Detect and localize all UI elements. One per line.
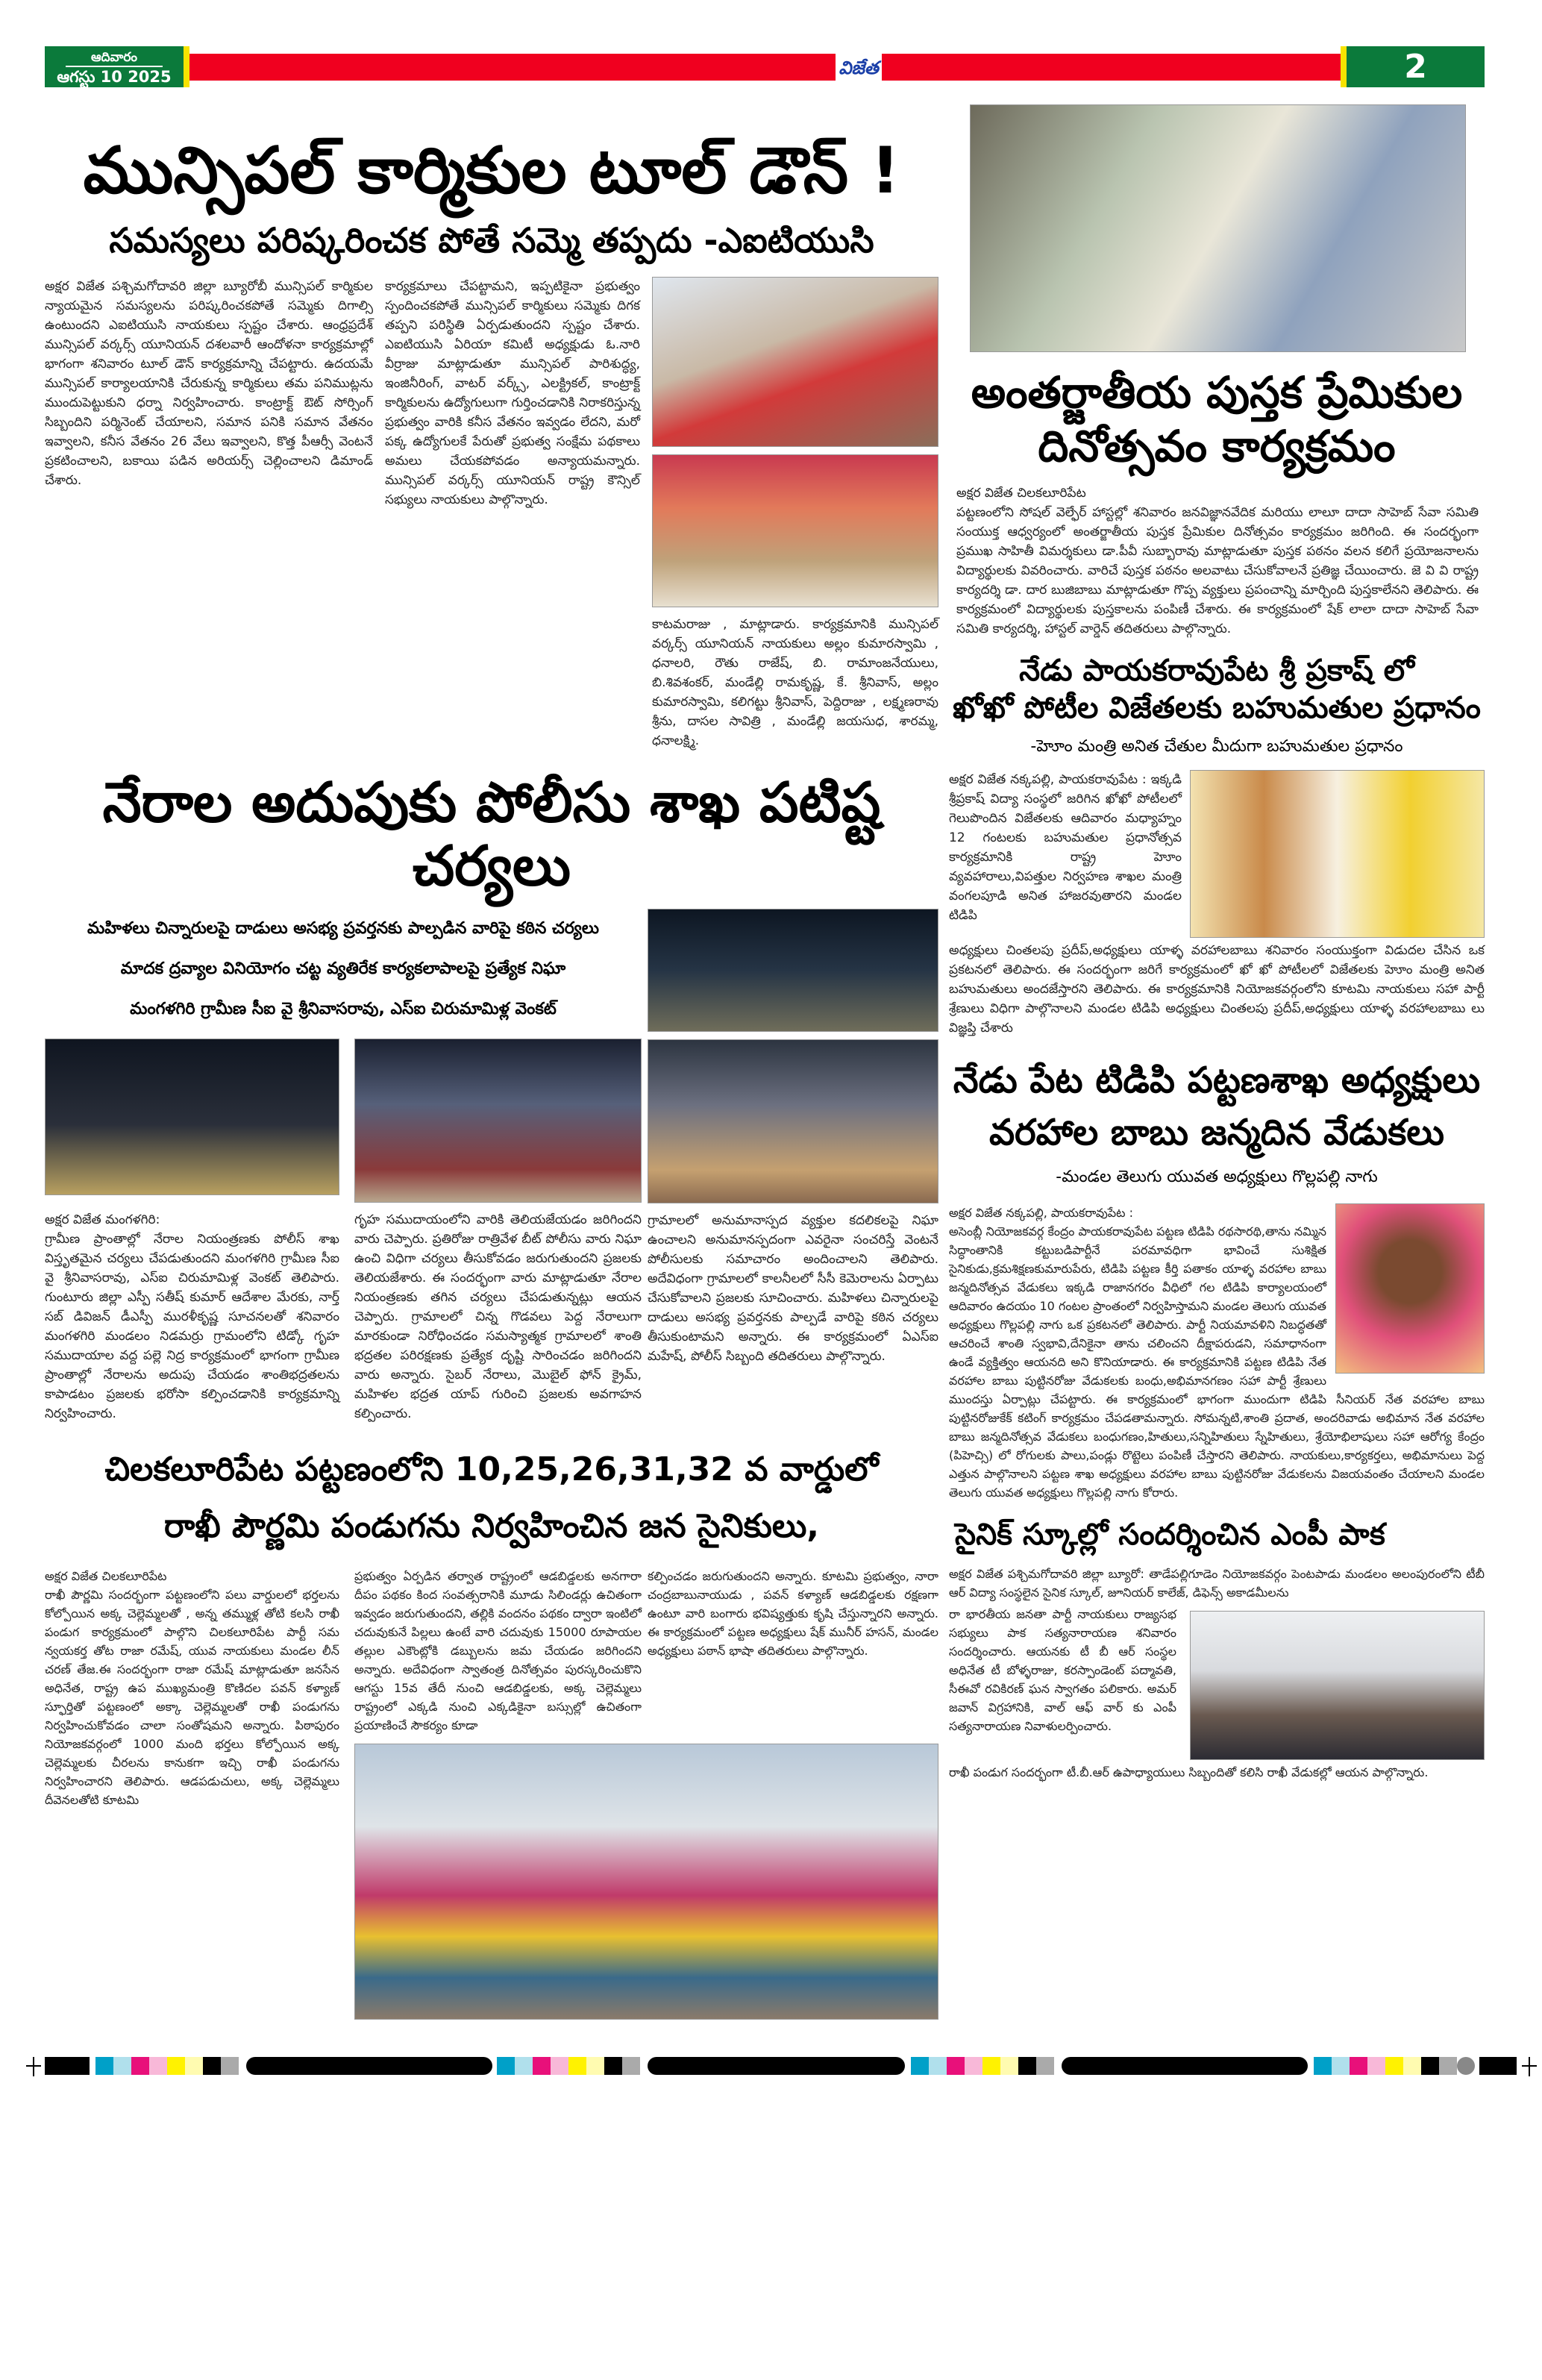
- article-column: అక్షర విజేత పశ్చిమగోదావరి జిల్లా బ్యూరోబీ మున్సిపల్ కార్మికుల న్యాయమైన సమస్యలను పరిష్కరించకపోతే సమ్మెకు దిగాల్సి ఉంటుందని ఎఐటియుసి నాయకులు స్పష్టం చేశారు. ఆంధ్రప్రదేశ్ మున్సిపల్ వర్కర్స్ యూనియన్ దశలవారీ ఆందోళనా కార్యక్రమాల్లో భాగంగా శనివారం టూల్ డౌన్ కార్యక్రమాన్ని చేపట్టారు. ఉదయమే మున్సిపల్ కార్యాలయానికి చేరుకున్న కార్మికులు తమ పనిముట్లను ముందుపెట్టుకుని ధర్నా నిర్వహించారు. కాంట్రాక్ట్ ఔట్ సోర్సింగ్ సిబ్బందిని పర్మినెంట్ చేయాలని, సమాన పనికి సమాన వేతనం ఇవ్వాలని, కనీస వేతనం 26 వేలు ఇవ్వాలని, కొత్త పీఆర్సీ వెంటనే ప్రకటించాలని, బకాయి పడిన అరియర్స్ చెల్లించాలని డిమాండ్ చేశారు.: [45, 278, 373, 488]
- registration-mark: [1529, 2057, 1530, 2076]
- police-column: [45, 1210, 339, 1424]
- police-section: [45, 909, 938, 1424]
- article-text: పట్టణంలోని సోషల్ వెల్ఫేర్ హాస్టల్లో శనివారం జనవిజ్ఞానవేదిక మరియు లాలూ దాదా సాహెబ్ సేవా సమితి సంయుక్త ఆధ్వర్యంలో అంతర్జాతీయ పుస్తక ప్రేమికుల దినోత్సవం కార్యక్రమం జరిగింది. ఈ సందర్భంగా ప్రముఖ సాహితీ విమర్శకులు డా.పీవీ సుబ్బారావు మాట్లాడుతూ పుస్తక పఠనం వలన కలిగే ప్రయోజనాలను విద్యార్థులకు వివరించారు. వారిచే పుస్తక పఠనం అలవాటు చేసుకోవాలనే ప్రతిజ్ఞ చేయించారు. జె వి వి రాష్ట్ర కార్యదర్శి డా. దార బుజిబాబు మాట్లాడుతూ గొప్ప వ్యక్తులు ప్రపంచాన్ని మార్చింది పుస్తకాలేనని తెలిపారు. ఈ కార్యక్రమంలో విద్యార్థులకు పుస్తకాలను పంపిణీ చేశారు. ఈ కార్యక్రమంలో షేక్ లాలా దాదా సాహెబ్ సేవా సమితి కార్యదర్శి, హాస్టల్ వార్డెన్ తదితరులు పాల్గొన్నారు.: [956, 505, 1479, 636]
- khokho-body-continued: అధ్యక్షులు చింతలపు ప్రదీప్,అధ్యక్షులు యాళ్ళ వరహాలబాబు శనివారం సంయుక్తంగా విడుదల చేసిన ఒక ప్రకటనలో తెలిపారు. ఈ సందర్భంగా జరిగే కార్యక్రమంలో ఖో ఖో పోటీలలో విజేతలకు హెూం మంత్రి అనిత బహుమతులు అందజేస్తారని తెలిపారు. ఈ కార్యక్రమానికి నియోజకవర్గంలోని కూటమి నాయకులు సహా పార్టీ శ్రేణులు విధిగా పాల్గొనాలని మండల టిడిపి అధ్యక్షులు చింతలపు ప్రదీప్,అధ్యక్షులు యాళ్ళ వరహాలబాబు లు విజ్ఞప్తి చేశారు: [949, 943, 1485, 1036]
- headline-line: రాఖీ పౌర్ణమి పండుగను నిర్వహించిన జన సైనికులు,: [163, 1506, 820, 1545]
- police-column: గ్రామాలలో అనుమానాస్పద వ్యక్తుల కదలికలపై నిఘా ఉంచాలని అనుమానస్పదంగా ఎవరైనా సంచరిస్తే వెంటనే పోలీసులకు సమాచారం అందించాలని తెలిపారు. అదేవిధంగా గ్రామాలలో కాలనీలలో సీసీ కెమెరాలను ఏర్పాటు చేసుకోవాలని ప్రజలకు సూచించారు. మహిళలు చిన్నారులపై దాడులు అసభ్య ప్రవర్తనకు పాల్పడే వారిపై కఠిన చర్యలు తీసుకుంటామని అన్నారు. ఈ కార్యక్రమంలో ఏఎస్ఐ మహేష్, పోలీస్ సిబ్బంది తదితరులు పాల్గొన్నారు.: [648, 1212, 938, 1364]
- tdp-body: [949, 1203, 1485, 1502]
- police-subheadlines: [45, 909, 642, 1030]
- headline-sainik-school: సైనిక్ స్కూల్లో సందర్శించిన ఎంపీ పాక: [955, 1518, 1385, 1552]
- subheadline: మహిళలు చిన్నారులపై దాడులు అసభ్య ప్రవర్తనకు పాల్పడిన వారిపై కఠిన చర్యలు: [87, 918, 600, 938]
- headline-line: నేడు పాయకరావుపేట శ్రీ ప్రకాష్ లో: [1019, 654, 1414, 688]
- registration-mark: [33, 2057, 34, 2076]
- issue-date: ఆగస్టు 10 2025: [57, 68, 172, 86]
- leaders-portrait-photo: [1190, 770, 1485, 938]
- palle-nidra-photo: [45, 1039, 339, 1195]
- sainik-body: అక్షర విజేత పశ్చిమగోదావరి జిల్లా బ్యూరో: తాడేపల్లిగూడెం నియోజకవర్గం పెంటపాడు మండలం అలంపురంలోని టీబీ ఆర్ విద్యా సంస్థలైన సైనిక స్కూల్, జూనియర్ కాలేజ్, డిఫెన్స్ అకాడమీలను: [949, 1567, 1485, 1600]
- dateline: అక్షర విజేత మంగళగిరి:: [45, 1212, 160, 1227]
- sainik-school-visit-photo: [1190, 1611, 1485, 1760]
- rakhi-section: [45, 1567, 938, 2020]
- police-left-area: [45, 909, 642, 1424]
- article-text: గ్రామీణ ప్రాంతాల్లో నేరాల నియంత్రణకు పోలీస్ శాఖ విస్తృతమైన చర్యలు చేపడుతుందని మంగళగిరి గ్రామీణ సీఐ వై శ్రీనివాసరావు, ఎస్ఐ చిరుమామిళ్ల వెంకట్ తెలిపారు. గుంటూరు జిల్లా ఎస్పీ సతీష్ కుమార్ ఆదేశాల మేరకు, నార్త్ సబ్ డివిజన్ డీఎస్పీ మురళీకృష్ణ సూచనలతో శనివారం మంగళగిరి మండలం నిడమర్రు గ్రామంలోని టిడ్కో గృహ సముదాయాల వద్ద పల్లె నిద్ర కార్యక్రమంలో భాగంగా గ్రామీణ ప్రాంతాల్లో నేరాలను అదుపు చేయడం శాంతిభద్రతలను కాపాడటం ప్రజలకు భరోసా కల్పించడానికి కార్యక్రమాన్ని నిర్వహించారు.: [45, 1231, 339, 1421]
- headline-line: దినోత్సవం కార్యక్రమం: [1038, 421, 1396, 472]
- subheadline: మాదక ద్రవ్యాల వినియోగం చట్ట వ్యతిరేక కార్యకలాపాలపై ప్రత్యేక నిఘా: [120, 959, 566, 978]
- sainik-row: [949, 1605, 1485, 1760]
- tdp-tagline: -మండల తెలుగు యువత అధ్యక్షులు గొల్లపల్లి నాగు: [1056, 1168, 1378, 1186]
- article-column: కార్యక్రమాలు చేపట్టామని, ఇప్పటికైనా ప్రభుత్వం స్పందించకపోతే మున్సిపల్ కార్మికులు సమ్మెకు దిగక తప్పని పరిస్థితి ఏర్పడుతుందని స్పష్టం చేశారు. ఎఐటియుసి ఏరియా కమిటీ అధ్యక్షుడు ఓ.నారి వీర్రాజు మాట్లాడుతూ మున్సిపల్ పారిశుద్ధ్య, ఇంజినీరింగ్, వాటర్ వర్క్స్, ఎలక్ట్రికల్, కాంట్రాక్ట్ కార్మికులను ఉద్యోగులుగా గుర్తించడానికి నిరాకరిస్తున్న ప్రభుత్వం వారికి కనీస వేతనం ఇవ్వడం లేదని, మరో పక్క ఉద్యోగులకే పేరుతో ప్రభుత్వ సంక్షేమ పథకాలు అమలు చేయకపోవడం అన్యాయమన్నారు. మున్సిపల్ వర్కర్స్ యూనియన్ రాష్ట్ర కౌన్సిల్ సభ్యులు నాయకులు పాల్గొన్నారు.: [385, 278, 640, 507]
- article-text: అసెంబ్లీ నియోజకవర్గ కేంద్రం పాయకరావుపేట పట్టణ టిడిపి రథసారథి,తాను నమ్మిన సిద్ధాంతానికి కట్టుబడిపార్టీనే పరమావధిగా భావించే సుశిక్షిత సైనికుడు,క్రమశిక్షణకుమారుపేరు, టిడిపి పట్టణ కీర్తి పతాకం యాళ్ళ వరహాల బాబు జన్మదినోత్సవ వేడుకలు ఇక్కడి రాజానగరం వీధిలో గల టిడిపి కార్యాలయంలో ఆదివారం ఉదయం 10 గంటల ప్రాంతంలో నిర్వహిస్తామని మండల తెలుగు యువత అధ్యక్షులు గొల్లపల్లి నాగు ఒక ప్రకటనలో తెలిపారు. పార్టీ నియమావళిని నిబద్ధతతో ఆచరించే శాంతి స్వభావి,దేనికైనా తాను చలించని దీక్షాపరుడని, సమాధానంగా ఉండే వ్యక్తిత్వం ఆయనది అని కొనియాడారు. ఈ కార్యక్రమానికి పట్టణ టిడిపి నేత వరహాల బాబు పుట్టినరోజు వేడుకలకు బంధు,అభిమానగణం సహా పార్టీ శ్రేణులు ముందస్తు ఏర్పాట్లు చేపట్టారు. ఈ కార్యక్రమంలో భాగంగా ముందుగా టిడిపి సీనియర్ నేత వరహాల బాబు పుట్టినరోజుకేక్ కటింగ్ కార్యక్రమం చేపడతామన్నారు. సోమన్నటి,శాంతి ప్రదాత, అందరివాడు అభిమాన నేత వరహాల బాబు జన్మదినోత్సవ వేడుకలు బంధుగణం,హితులు,సన్నిహితులు స్నేహితులు, శ్రేయోభిలాషులు సహా ఆరోగ్య కేంద్రం (పిహెచ్సి) లో రోగులకు పాలు,పండ్లు రొట్టెలు పంపిణీ చేస్తారని తెలిపారు. నాయకులు,కార్యకర్తలు, అభిమానులు పెద్ద ఎత్తున పాల్గొనాలని పట్టణ శాఖ అధ్యక్షులు వరహాల బాబు పుట్టినరోజు వేడుకలను విజయవంతం చేయాలని మండల తెలుగు యువత అధ్యక్షులు గొల్లపల్లి నాగు కోరారు.: [949, 1224, 1485, 1500]
- article-text: రాఖీ పౌర్ణమి సందర్భంగా పట్టణంలోని పలు వార్డులలో భర్తలను కోల్పోయిన అక్క చెల్లెమ్మలతో , అన్న తమ్ముళ్ల తోటి కలసి రాఖీ పండుగ కార్యక్రమంలో పాల్గొని చిలకలూరిపేట పార్టీ సమ న్వయకర్త తోట రాజా రమేష్, యువ నాయకులు మండల లీన్ చరణ్ తేజ.ఈ సందర్భంగా రాజా రమేష్ మాట్లాడుతూ జనసేన అధినేత, రాష్ట్ర ఉప ముఖ్యమంత్రి కొణిదల పవన్ కళ్యాణ్ స్ఫూర్తితో పట్టణంలో అక్కా చెల్లెమ్మలతో రాఖీ పండుగను నిర్వహించుకోవడం చాలా సంతోషమని అన్నారు. పిఠాపురం నియోజకవర్గంలో 1000 మంది భర్తలు కోల్పోయిన అక్క చెల్లెమ్మలకు చీరలను కానుకగా ఇచ్చి రాఖీ పండుగను నిర్వహించారని తెలిపారు. ఆడపడుచులు, అక్క చెల్లెమ్మలు దీవెనలతోటి కూటమి: [45, 1587, 339, 1807]
- police-text-row: [45, 1210, 642, 1424]
- rakhi-column: కల్పించడం జరుగుతుందని అన్నారు. కూటమి ప్రభుత్వం, నారా చంద్రబాబునాయుడు , పవన్ కళ్యాణ్ ఆడబిడ్డలకు రక్షణగా ఉంటూ వారి బంగారు భవిష్యత్తుకు కృషి చేస్తున్నారని అన్నారు. ఈ కార్యక్రమంలో పట్టణ అధ్యక్షులు షేక్ మునీర్ హసన్, మండల అధ్యక్షులు పఠాన్ భాషా తదితరులు పాల్గొన్నారు.: [648, 1568, 938, 1658]
- varahala-babu-portrait: [1335, 1203, 1485, 1374]
- headline-line: వరహాల బాబు జన్మదిన వేడుకలు: [988, 1112, 1444, 1153]
- khokho-row: [949, 770, 1485, 938]
- protest-photo: [652, 277, 938, 447]
- red-banner-right: [882, 54, 1341, 81]
- police-night-photo: [648, 909, 938, 1032]
- headline-line: ఖోఖో పోటీల విజేతలకు బహుమతుల ప్రధానం: [953, 691, 1481, 725]
- yellow-accent: [184, 46, 189, 87]
- subheadline: మంగళగిరి గ్రామీణ సీఐ వై శ్రీనివాసరావు, ఎస్ఐ చిరుమామిళ్ల వెంకట్: [130, 999, 557, 1018]
- dateline: అక్షర విజేత నక్కపల్లి, పాయకరావుపేట :: [949, 1206, 1134, 1220]
- police-right-area: [648, 909, 938, 1366]
- police-awareness-photo: [648, 1039, 938, 1203]
- date-box: [45, 46, 184, 87]
- red-banner-left: [189, 54, 836, 81]
- headline-khokho: [949, 652, 1485, 727]
- right-column: [949, 104, 1485, 1782]
- weekday: ఆదివారం: [66, 49, 163, 67]
- khokho-body: అక్షర విజేత నక్కపల్లి, పాయకరావుపేట : ఇక్కడి శ్రీప్రకాష్ విద్యా సంస్థలో జరిగిన ఖోఖో పోటీలలో గెలుపొందిన విజేతలకు ఆదివారం మధ్యాహ్నం 12 గంటలకు బహుమతుల ప్రధానోత్సవ కార్యక్రమానికి రాష్ట్ర హెూం వ్యవహారాలు,విపత్తుల నిర్వహణ శాఖల మంత్రి వంగలపూడి అనిత హాజరవుతారని మండల టిడిపి: [949, 772, 1182, 923]
- book-lovers-day-photo: [970, 104, 1466, 352]
- police-column: గృహ సముదాయంలోని వారికి తెలియజేయడం జరిగిందని వారు చెప్పారు. ప్రతిరోజు రాత్రివేళ బీట్ పోలీసు వారు నిఘా ఉంచి విధిగా చర్యలు తీసుకోవడం జరుగుతుందని ప్రజలకు తెలియజేశారు. ఈ సందర్భంగా వారు మాట్లాడుతూ నేరాల నియంత్రణకు తగిన చర్యలు చేపడుతున్నట్లు ఆయన చెప్పారు. గ్రామాలలో చిన్న గొడవలు పెద్ద నేరాలుగా మారకుండా నిరోధించడం సమస్యాత్మక గ్రామాలలో శాంతి భద్రతల పరిరక్షణకు ప్రత్యేక దృష్టి సారించడం జరిగిందని వారు అన్నారు. సైబర్ నేరాలు, మొబైల్ ఫోన్ క్రైమ్, మహిళల భద్రత యాప్ గురించి ప్రజలకు అవగాహన కల్పించారు.: [354, 1212, 642, 1421]
- print-color-bar: [45, 2057, 1499, 2075]
- headline-book-lovers: [949, 366, 1485, 473]
- sainik-body-end: రాఖీ పండుగ సందర్భంగా టీ.బీ.ఆర్ ఉపాధ్యాయులు సిబ్బందితో కలిసి రాఖీ వేడుకల్లో ఆయన పాల్గొన్నారు.: [949, 1765, 1429, 1779]
- headline-tdp-birthday: [949, 1054, 1485, 1159]
- headline-rakhi: [45, 1441, 938, 1555]
- headline-municipal: మున్సిపల్ కార్మికుల టూల్ డౌన్ !: [83, 134, 900, 208]
- headline-line: అంతర్జాతీయ పుస్తక ప్రేమికుల: [971, 367, 1463, 418]
- villagers-meeting-photo: [354, 1039, 642, 1203]
- headline-line: నేడు పేట టిడిపి పట్టణశాఖ అధ్యక్షులు: [953, 1059, 1481, 1101]
- yellow-accent: [1341, 46, 1347, 87]
- newspaper-logo: విజేత: [836, 46, 882, 90]
- rakhi-column: ప్రభుత్వం ఏర్పడిన తర్వాత రాష్ట్రంలో ఆడబిడ్డలకు అనగారా దీపం పథకం కింద సంవత్సరానికి మూడు సిలిండర్లు ఉచితంగా ఇవ్వడం జరుగుతుందని, తల్లికి వందనం పథకం ద్వారా ఇంటిలో చదువుకునే పిల్లలు ఉంటే వారి చదువుకు 15000 రూపాయల తల్లుల ఎకౌంట్లోకి డబ్బులను జమ చేయడం జరిగిందని అన్నారు. అదేవిధంగా స్వాతంత్ర దినోత్సవం పురస్కరించుకొని ఆగస్టు 15వ తేదీ నుంచి ఆడబిడ్డలకు, అక్క చెల్లెమ్మలు రాష్ట్రంలో ఎక్కడి నుంచి ఎక్కడికైనా బస్సుల్లో ఉచితంగా ప్రయాణించే సౌకర్యం కూడా: [354, 1568, 642, 1732]
- police-photos-row: [45, 1039, 642, 1203]
- headline-line: చిలకలూరిపేట పట్టణంలోని 10,25,26,31,32 వ వార్డులో: [104, 1450, 879, 1488]
- left-column: [45, 104, 938, 2020]
- article-column: కాటమరాజు , మాట్లాడారు. కార్యక్రమానికి మున్సిపల్ వర్కర్స్ యూనియన్ నాయకులు అల్లం కుమారస్వామి , ధనాలరి, రౌతు రాజేష్, బి. రామాంజనేయులు, బి.శివశంకర్, మండేల్లి రామకృష్ణ, కే. శ్రీనివాస్, అల్లం కుమారస్వామి, కలిగట్టు శ్రీనివాస్, పెద్దిరాజు , లక్ష్మణరావు శ్రీను, దాసల సావిత్రి , మండేల్లి జయసుధ, శారమ్మ, ధనాలక్ష్మి.: [652, 616, 938, 748]
- page-number: 2: [1347, 46, 1485, 87]
- book-lovers-body: [956, 483, 1479, 639]
- print-footer: [0, 2042, 1542, 2102]
- municipal-photo-column: [652, 277, 938, 751]
- rakhi-celebration-photo: [354, 1744, 938, 2020]
- khokho-tagline: -హెూం మంత్రి అనిత చేతుల మీదుగా బహుమతుల ప్రధానం: [1030, 737, 1403, 756]
- rakhi-right-area: [354, 1567, 938, 2020]
- municipal-columns: [45, 277, 938, 751]
- subheadline-municipal: సమస్యలు పరిష్కరించక పోతే సమ్మె తప్పదు -ఎఐటియుసి: [109, 219, 874, 260]
- dateline: అక్షర విజేత చిలకలూరిపేట: [45, 1568, 167, 1583]
- rakhi-text-row: [354, 1567, 938, 1735]
- sainik-body-narrow: రా భారతీయ జనతా పార్టీ నాయకులు రాజ్యసభ సభ్యులు పాక సత్యనారాయణ శనివారం సందర్శించారు. ఆయనకు టీ బీ ఆర్ సంస్థల అధినేత టీ బోళ్ళరాజు, కరస్పాండెంట్ పద్మావతి, సీఈవో రవికిరణ్ ఘన స్వాగతం పలికారు. అమర్ జవాన్ విగ్రహానికి, వాల్ ఆఫ్ వార్ కు ఎంపీ సత్యనారాయణ నివాళులర్పించారు.: [949, 1607, 1176, 1733]
- dateline: అక్షర విజేత చిలకలూరిపేట: [956, 486, 1086, 501]
- headline-police: నేరాల అదుపుకు పోలీసు శాఖ పటిష్ట చర్యలు: [102, 770, 881, 898]
- rakhi-column: [45, 1567, 339, 1809]
- tools-down-photo: [652, 454, 938, 607]
